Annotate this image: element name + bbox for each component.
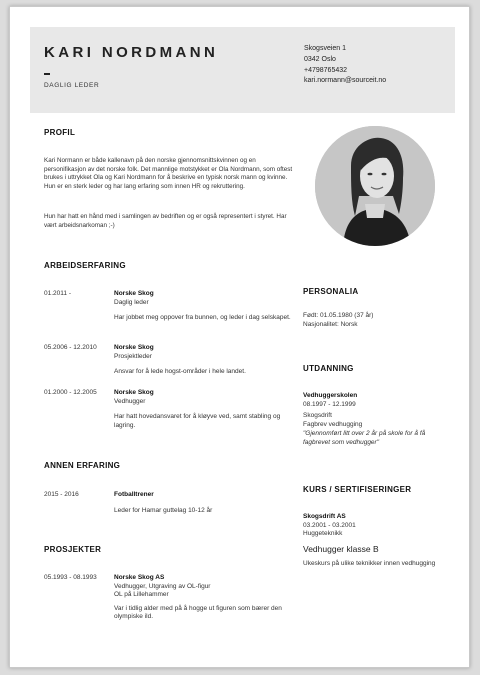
cv-page [9,6,470,668]
profil-paragraph-2: Hun har hatt en hånd med i samlingen av bedriften og er også representert i styret. Har vært arbeidsnarkoman ;-) [44,213,287,229]
school-name: Vedhuggerskolen [303,392,358,399]
section-title-annen-erfaring: ANNEN ERFARING [44,461,121,470]
course-subject: Huggeteknikk [303,530,343,538]
entry-position: Prosjektleder [114,352,152,360]
birth-date: Født: 01.05.1980 (37 år) [303,312,374,319]
course-period: 03.2001 - 03.2001 [303,521,356,529]
postal-line: 0342 Oslo [304,55,336,63]
profil-paragraph-1: Kari Normann er både kallenavn på den norske gjennomsnittskvinnen og en personifikasjon av det norske folk. Det mannlige motstykket er Ola Nordmann, som oftest brukes i uttrykket Ola og Kari Nordmann for å beskrive en typisk norsk mann og kvinne. Hun er en sterk leder og har lang erfaring som innen HR og rekruttering. [44,157,293,190]
entry-company: Norske Skog [114,290,154,297]
portrait-silhouette-icon [315,126,435,246]
entry-description: Har hatt hovedansvaret for å kløyve ved, samt stabling og lagring. [114,413,281,429]
entry-date: 05.2006 - 12.2010 [44,344,97,351]
entry-company: Norske Skog AS [114,574,165,581]
entry-position: Vedhugger [114,397,146,405]
header-band [30,27,455,113]
portrait-photo-icon [315,126,435,246]
entry-date: 2015 - 2016 [44,491,79,498]
entry-position: Daglig leder [114,298,149,306]
section-title-kurs: KURS / SERTIFISERINGER [303,485,412,494]
entry-company: Fotballtrener [114,491,154,498]
entry-description: Har jobbet meg oppover fra bunnen, og leder i dag selskapet. [114,314,291,322]
entry-description: Var i tidlig alder med på å hogge ut figuren som bærer den olympiske ild. [114,604,282,621]
entry-date: 05.1993 - 08.1993 [44,574,97,581]
section-title-utdanning: UTDANNING [303,364,354,373]
section-title-prosjekter: PROSJEKTER [44,545,102,554]
project-line-2: OL på Lillehammer [114,591,169,599]
section-title-arbeidserfaring: ARBEIDSERFARING [44,261,126,270]
email-line: kari.normann@sourceit.no [304,77,387,85]
course-certification: Vedhugger klasse B [303,543,379,554]
education-line-1: Skogsdrift [303,412,332,420]
course-description: Ukeskurs på ulike teknikker innen vedhugging [303,560,436,568]
contact-info [304,44,386,87]
entry-company: Norske Skog [114,389,154,396]
education-period: 08.1997 - 12.1999 [303,400,356,408]
personalia-details [303,312,453,329]
education-quote: "Gjennomført litt over 2 år på skole for å få fagbrevet som vedhugger" [303,430,426,446]
nationality: Nasjonalitet: Norsk [303,320,358,328]
section-title-profil: PROFIL [44,128,76,137]
course-org: Skogsdrift AS [303,513,346,520]
entry-description: Ansvar for å lede hogst-områder i hele landet. [114,368,246,376]
course-entry [303,513,453,569]
entry-date: 01.2011 - [44,290,71,297]
project-line-1: Vedhugger, Utgraving av OL-figur [114,582,211,590]
education-line-2: Fagbrev vedhugging [303,420,363,428]
name-divider [44,73,50,75]
education-entry [303,392,453,448]
entry-company: Norske Skog [114,344,154,351]
phone-line: +4798765432 [304,66,348,74]
section-title-personalia: PERSONALIA [303,287,359,296]
address-line: Skogsveien 1 [304,45,347,52]
job-title: DAGLIG LEDER [44,82,100,89]
entry-date: 01.2000 - 12.2005 [44,389,97,396]
entry-description: Leder for Hamar guttelag 10-12 år [114,506,213,514]
person-name: KARI NORDMANN [44,44,219,61]
